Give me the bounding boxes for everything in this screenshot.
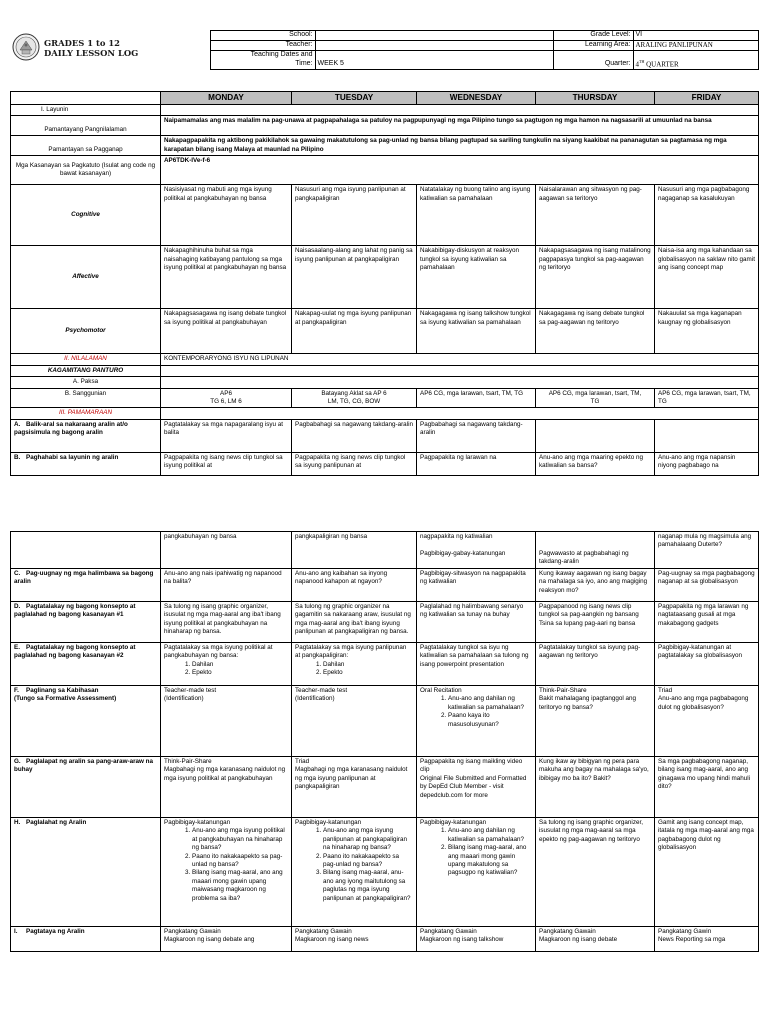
row-f-text: Paglinang sa Kabihasan (Tungo sa Formative Assessment) xyxy=(14,687,117,703)
row-h-wednesday-item: 1. Anu-ano ang dahilan ng katiwalian sa pamahalaan? xyxy=(448,827,532,844)
row-i-text: Pagtataya ng Aralin xyxy=(26,928,85,935)
row-h-tuesday xyxy=(292,818,417,927)
nilalaman-label: II. NILALAMAN xyxy=(11,354,161,365)
row-f-wednesday-list xyxy=(420,695,532,729)
row-h-monday xyxy=(161,818,292,927)
continued-thursday: Pagwawasto at pagbabahagi ng takdang-aralin xyxy=(536,532,655,569)
continued-friday: naganap mula ng magsimula ang pamahalaang Duterte? xyxy=(655,532,759,569)
school-value xyxy=(315,31,553,41)
row-h-wednesday-list xyxy=(420,827,532,877)
row-e-monday-item: 2. Epekto xyxy=(192,669,288,677)
row-f-friday: Triad Anu-ano ang mga pagbabagong dulot ng globalisasyon? xyxy=(655,686,759,757)
row-h-thursday: Sa tulong ng isang graphic organizer, isusulat ng mga mag-aaral sa mga epekto ng pag-aagawan ng teritoryo xyxy=(536,818,655,927)
affective-monday: Nakapaghihinuha buhat sa mga naisahaging katibayang pantulong sa mga isyung politikal at pangkabuhayan ng bansa xyxy=(161,246,292,309)
cognitive-tuesday: Nasusuri ang mga isyung panlipunan at pangkapaligiran xyxy=(292,185,417,246)
nilalaman-text: KONTEMPORARYONG ISYU NG LIPUNAN xyxy=(161,354,759,365)
row-h-tuesday-item: 2. Paano ito nakakaapekto sa pag-unlad ng bansa? xyxy=(323,853,413,870)
day-header-monday: MONDAY xyxy=(161,92,292,105)
kasanayan-label: Mga Kasanayan sa Pagkatuto (Isulat ang code ng bawat kasanayan) xyxy=(11,156,161,185)
row-b-thursday: Anu-ano ang mga maaring epekto ng katiwalian sa bansa? xyxy=(536,452,655,475)
logo-cell xyxy=(10,31,210,70)
row-i-monday: Pangkatang Gawain Magkaroon ng isang debate ang xyxy=(161,927,292,952)
layunin-label: I. Layunin xyxy=(11,105,161,116)
affective-tuesday: Naisasaalang-alang ang lahat ng panig sa isyung panlipunan at pangkapaligiran xyxy=(292,246,417,309)
quarter-number: 4 xyxy=(635,60,639,69)
row-c-thursday: Kung ikaway aagawan ng isang bagay na mahalaga sa iyo, ano ang magiging reaksyon mo? xyxy=(536,569,655,602)
row-f-thursday: Think-Pair-Share Bakit mahalagang ipagtanggol ang teritoryo ng bansa? xyxy=(536,686,655,757)
row-a-text: Balik-aral sa nakaraang aralin at/o pagsisimula ng bagong aralin xyxy=(14,420,128,437)
row-g-text: Paglalapat ng aralin sa pang-araw-araw na buhay xyxy=(14,758,154,774)
row-h-label xyxy=(11,818,161,927)
row-h-monday-text: Pagbibigay-katanungan xyxy=(164,819,231,826)
row-e-thursday: Pagtatalakay tungkol sa isyung pag-aagawan ng teritoryo xyxy=(536,643,655,686)
row-h-friday: Gamit ang isang concept map, itatala ng mga mag-aaral ang mga pagbabagong dulot ng globalisasyon xyxy=(655,818,759,927)
row-c-friday: Pag-uugnay sa mga pagbabagong naganap at sa globalisasyon xyxy=(655,569,759,602)
row-b-tuesday: Pagpapakita ng isang news clip tungkol sa isyung panlipunan at xyxy=(292,452,417,475)
row-d-monday: Sa tulong ng isang graphic organizer, isusulat ng mga mag-aaral ang iba't ibang isyung politikal at pangkabuhayan na hinaharap ng bansa. xyxy=(161,602,292,643)
row-f-wednesday-item: 2. Paano kaya ito masusolusyunan? xyxy=(448,712,532,729)
row-e-tuesday-item: 2. Epekto xyxy=(323,669,413,677)
continued-row-label xyxy=(11,532,161,569)
row-e-text: Pagtatalakay ng bagong konsepto at paglalahad ng bagong kasanayan #2 xyxy=(14,644,136,660)
row-a-thursday xyxy=(536,419,655,452)
psychomotor-tuesday: Nakapag-uulat ng mga isyung panlipunan at pangkapaligiran xyxy=(292,309,417,354)
row-e-monday-list xyxy=(164,661,288,678)
row-h-monday-list xyxy=(164,827,288,903)
row-d-thursday: Pagpapanood ng isang news clip tungkol sa pag-aangkin ng bansang Tsina sa lupang pag-aari ng bansa xyxy=(536,602,655,643)
row-h-wednesday-item: 2. Bilang isang mag-aaral, ano ang maaari mong gawin upang makatulong sa pagsugpo ng katiwalian? xyxy=(448,844,532,878)
row-b-letter: B. xyxy=(14,453,21,461)
sanggunian-thursday: AP6 CG, mga larawan, tsart, TM, TG xyxy=(536,388,655,408)
row-h-monday-item: 1. Anu-ano ang mga isyung politikal at pangkabuhayan na hinaharap ng bansa? xyxy=(192,827,288,852)
affective-label: Affective xyxy=(11,246,161,309)
row-g-thursday: Kung ikaw ay bibigyan ng pera para makuha ang bagay na mahalaga sa'yo, ibibigay mo ba ito? Bakit? xyxy=(536,757,655,818)
row-c-label xyxy=(11,569,161,602)
paksa-label: A. Paksa xyxy=(11,377,161,388)
corner-cell xyxy=(11,92,161,105)
teacher-label: Teacher: xyxy=(210,41,315,51)
continued-tuesday: pangkapaligiran ng bansa xyxy=(292,532,417,569)
row-b-text: Paghahabi sa layunin ng aralin xyxy=(26,453,119,461)
day-header-friday: FRIDAY xyxy=(655,92,759,105)
teaching-dates-value: WEEK 5 xyxy=(315,51,553,70)
row-e-monday-item: 1. Dahilan xyxy=(192,661,288,669)
row-e-label xyxy=(11,643,161,686)
school-label: School: xyxy=(210,31,315,41)
continued-wednesday: nagpapakita ng katiwalian Pagbibigay-gabay-katanungan xyxy=(417,532,536,569)
lesson-log-table-page2 xyxy=(10,531,759,952)
teaching-dates-label xyxy=(210,51,315,70)
header-info-table xyxy=(10,30,759,70)
cognitive-friday: Nasusuri ang mga pagbabagong nagaganap sa kasalukuyan xyxy=(655,185,759,246)
psychomotor-wednesday: Nakagagawa ng isang talkshow tungkol sa isyung katiwalian sa pamahalaan xyxy=(417,309,536,354)
row-e-friday: Pagbibigay-katanungan at pagtatalakay sa globalisasyon xyxy=(655,643,759,686)
row-f-letter: F. xyxy=(14,687,19,694)
row-g-letter: G. xyxy=(14,758,21,765)
quarter-superscript: TH xyxy=(639,58,645,64)
row-f-wednesday-item: 1. Anu-ano ang dahilan ng katiwalian sa pamahalaan? xyxy=(448,695,532,712)
pamantayang-pangnilalaman-text: Naipamamalas ang mas malalim na pag-unawa at pagpapahalaga sa patuloy na pagpupunyagi ng mga Pilipino tungo sa pagtugon ng mga hamon na nagsasarili at umuunlad na bansa xyxy=(161,116,759,136)
row-e-tuesday-item: 1. Dahilan xyxy=(323,661,413,669)
quarter-value xyxy=(633,51,758,70)
row-h-monday-item: 3. Bilang isang mag-aaral, ano ang maaari mong gawin upang maiwasang magkaroon ng problema sa iba? xyxy=(192,869,288,903)
row-g-friday: Sa mga pagbabagong naganap, bilang isang mag-aaral, ano ang ginagawa mo upang hindi mahuli dito? xyxy=(655,757,759,818)
row-e-tuesday xyxy=(292,643,417,686)
pamantayan-sa-pagganap-text: Nakapagpapakita ng aktibong pakikilahok sa gawaing makatutulong sa pag-unlad ng bansa bilang pagtupad sa sariling tungkulin na siyang kaakibat na pananagutan sa pagtamasa ng mga karapatan bilang isang Malaya at maunlad na Pilipino xyxy=(161,136,759,156)
paksa-content xyxy=(161,377,759,388)
row-i-thursday: Pangkatang Gawain Magkaroon ng isang debate xyxy=(536,927,655,952)
row-a-label xyxy=(11,419,161,452)
row-c-text: Pag-uugnay ng mga halimbawa sa bagong aralin xyxy=(14,570,154,586)
psychomotor-friday: Nakauulat sa mga kaganapan kaugnay ng globalisasyon xyxy=(655,309,759,354)
row-f-wednesday xyxy=(417,686,536,757)
row-b-wednesday: Pagpapakita ng larawan na xyxy=(417,452,536,475)
row-h-tuesday-item: 3. Bilang isang mag-aaral, anu-ano ang iyong maitutulong sa paglutas ng mga isyung panlipunan at pangkapaligiran? xyxy=(323,869,413,903)
sanggunian-label: B. Sanggunian xyxy=(11,388,161,408)
sanggunian-tuesday: Batayang Aklat sa AP 6 LM, TG, CG, BOW xyxy=(292,388,417,408)
row-h-tuesday-item: 1. Anu-ano ang mga isyung panlipunan at pangkapaligiran na hinaharap ng bansa? xyxy=(323,827,413,852)
row-f-monday: Teacher-made test (Identification) xyxy=(161,686,292,757)
kagamitang-panturo-content xyxy=(161,365,759,376)
kasanayan-code: AP6TDK-IVe-f-6 xyxy=(161,156,759,185)
row-i-wednesday: Pangkatang Gawain Magkaroon ng isang talkshow xyxy=(417,927,536,952)
kagamitang-panturo-label: KAGAMITANG PANTURO xyxy=(11,365,161,376)
row-a-friday xyxy=(655,419,759,452)
teaching-dates-label-line2: Time: xyxy=(295,60,313,67)
row-f-wednesday-text: Oral Recitation xyxy=(420,687,462,694)
psychomotor-monday: Nakapagsasagawa ng isang debate tungkol sa isyung politikal at pangkabuhayan xyxy=(161,309,292,354)
row-d-wednesday: Paglalahad ng halimbawang senaryo ng katiwalian sa tunay na buhay xyxy=(417,602,536,643)
psychomotor-label: Psychomotor xyxy=(11,309,161,354)
grade-level-value: VI xyxy=(633,31,758,41)
row-d-friday: Pagpapakita ng mga larawan ng nagtataasang gusali at mga makabagong gadgets xyxy=(655,602,759,643)
row-i-label xyxy=(11,927,161,952)
row-d-label xyxy=(11,602,161,643)
day-header-wednesday: WEDNESDAY xyxy=(417,92,536,105)
row-i-friday: Pangkatang Gawin News Reporting sa mga xyxy=(655,927,759,952)
row-d-letter: D. xyxy=(14,603,21,610)
row-e-wednesday: Pagtatalakay tungkol sa isyu ng katiwalian sa pamahalaan sa tulong ng isang powerpoint presentation xyxy=(417,643,536,686)
row-b-friday: Anu-ano ang mga napansin niyong pagbabago na xyxy=(655,452,759,475)
row-a-monday: Pagtatalakay sa mga napagaralang isyu at balita xyxy=(161,419,292,452)
row-c-monday: Anu-ano ang nais ipahiwatig ng napanood na balita? xyxy=(161,569,292,602)
row-e-tuesday-text: Pagtatalakay sa mga isyung panlipunan at pangkapaligiran: xyxy=(295,644,407,660)
logo-title-line1: GRADES 1 to 12 xyxy=(44,38,120,48)
cognitive-monday: Nasisiyasat ng mabuti ang mga isyung politikal at pangkabuhayan ng bansa xyxy=(161,185,292,246)
affective-friday: Naisa-isa ang mga kahandaan sa globalisasyon na saklaw nito gamit ang isang concept map xyxy=(655,246,759,309)
row-h-tuesday-list xyxy=(295,827,413,903)
day-header-tuesday: TUESDAY xyxy=(292,92,417,105)
grade-level-label: Grade Level: xyxy=(553,31,633,41)
row-c-wednesday: Pagbibigay-sitwasyon na nagpapakita ng katiwalian xyxy=(417,569,536,602)
lesson-log-table-page1 xyxy=(10,91,759,476)
row-e-letter: E. xyxy=(14,644,20,651)
learning-area-value: ARALING PANLIPUNAN xyxy=(633,41,758,51)
row-h-letter: H. xyxy=(14,819,21,826)
row-h-text: Paglalahat ng Aralin xyxy=(26,819,87,826)
logo-title-line2: DAILY LESSON LOG xyxy=(44,48,139,58)
cognitive-wednesday: Natatalakay ng buong talino ang isyung katiwalian sa pamahalaan xyxy=(417,185,536,246)
row-c-tuesday: Anu-ano ang kaibahan sa inyong napanood kahapon at ngayon? xyxy=(292,569,417,602)
psychomotor-thursday: Nakagagawa ng isang debate tungkol sa pag-aagawan ng teritoryo xyxy=(536,309,655,354)
affective-thursday: Nakapagsasagawa ng isang matalinong pagpapasya tungkol sa pag-aagawan ng teritoryo xyxy=(536,246,655,309)
row-f-tuesday: Teacher-made test (Identification) xyxy=(292,686,417,757)
teacher-value xyxy=(315,41,553,51)
quarter-label: Quarter: xyxy=(553,51,633,70)
row-g-label xyxy=(11,757,161,818)
sanggunian-wednesday: AP6 CG, mga larawan, tsart, TM, TG xyxy=(417,388,536,408)
sanggunian-monday: AP6 TG 6, LM 6 xyxy=(161,388,292,408)
sanggunian-friday: AP6 CG, mga larawan, tsart, TM, TG xyxy=(655,388,759,408)
day-header-thursday: THURSDAY xyxy=(536,92,655,105)
row-g-wednesday: Pagpapakita ng isang maikling video clip Original File Submitted and Formatted by DepEd Club Member - visit depedclub.com for more xyxy=(417,757,536,818)
row-g-monday: Think-Pair-Share Magbahagi ng mga karanasang naidulot ng mga isyung politikal at pangkabuhayan xyxy=(161,757,292,818)
quarter-suffix: QUARTER xyxy=(644,60,679,69)
pamamaraan-content xyxy=(161,408,759,419)
row-b-monday: Pagpapakita ng isang news clip tungkol sa isyung politikal at xyxy=(161,452,292,475)
row-e-monday-text: Pagtatalakay sa mga isyung politikal at pangkabuhayan ng bansa: xyxy=(164,644,273,660)
cognitive-label: Cognitive xyxy=(11,185,161,246)
continued-monday: pangkabuhayan ng bansa xyxy=(161,532,292,569)
pamantayang-pangnilalaman-label: Pamantayang Pangnilalaman xyxy=(11,116,161,136)
row-h-tuesday-text: Pagbibigay-katanungan xyxy=(295,819,362,826)
teaching-dates-label-line1: Teaching Dates and xyxy=(250,51,313,59)
row-a-letter: A. xyxy=(14,420,21,428)
layunin-content xyxy=(161,105,759,116)
row-a-wednesday: Pagbabahagi sa nagawang takdang-aralin xyxy=(417,419,536,452)
row-h-monday-item: 2. Paano ito nakakaapekto sa pag-unlad ng bansa? xyxy=(192,853,288,870)
affective-wednesday: Nakabibigay-diskusyon at reaksyon tungkol sa isyung katiwalian sa pamahalaan xyxy=(417,246,536,309)
learning-area-label: Learning Area: xyxy=(553,41,633,51)
pamamaraan-label: III. PAMAMARAAN xyxy=(11,408,161,419)
row-b-label xyxy=(11,452,161,475)
row-e-tuesday-list xyxy=(295,661,413,678)
row-i-tuesday: Pangkatang Gawain Magkaroon ng isang news xyxy=(292,927,417,952)
row-i-letter: I. xyxy=(14,928,18,935)
row-a-tuesday: Pagbabahagi sa nagawang takdang-aralin xyxy=(292,419,417,452)
row-d-text: Pagtatalakay ng bagong konsepto at paglalahad ng bagong kasanayan #1 xyxy=(14,603,136,619)
row-c-letter: C. xyxy=(14,570,21,577)
row-d-tuesday: Sa tulong ng graphic organizer na gagamitin sa nakaraang araw, isusulat ng mga mag-aaral ang iba't ibang isyung panlipunan at pangkapaligiran ng bansa. xyxy=(292,602,417,643)
cognitive-thursday: Naisalarawan ang sitwasyon ng pag-aagawan sa teritoryo xyxy=(536,185,655,246)
row-h-wednesday-text: Pagbibigay-katanungan xyxy=(420,819,487,826)
pamantayan-sa-pagganap-label: Pamantayan sa Pagganap xyxy=(11,136,161,156)
row-h-wednesday xyxy=(417,818,536,927)
row-g-tuesday: Triad Magbahagi ng mga karanasang naidulot ng mga isyung panlipunan at pangkapaligiran xyxy=(292,757,417,818)
row-e-monday xyxy=(161,643,292,686)
row-f-label xyxy=(11,686,161,757)
